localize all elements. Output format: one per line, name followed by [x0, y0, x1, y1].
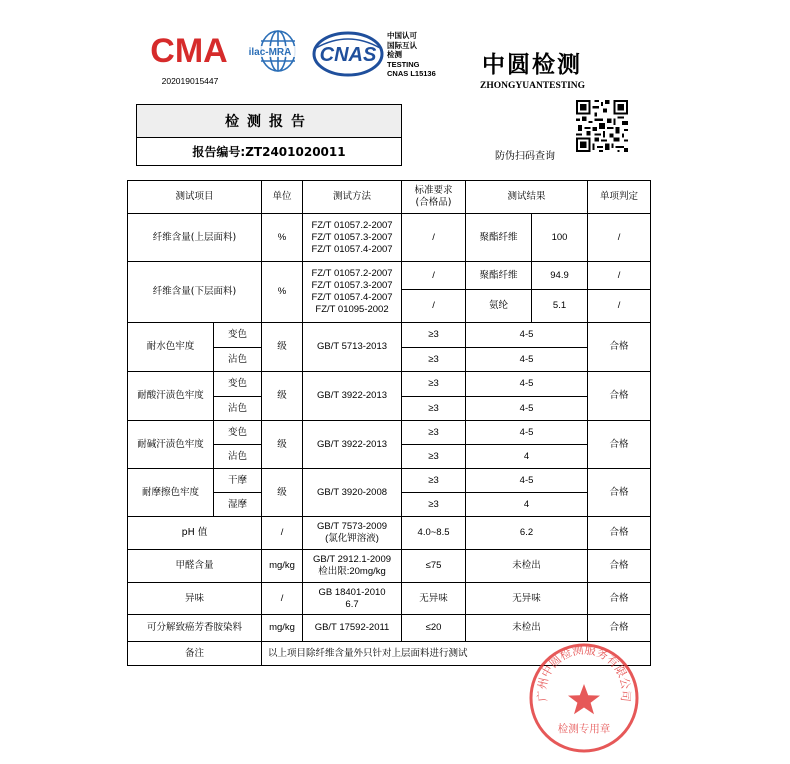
cnas-line: 国际互认	[387, 40, 417, 50]
standard-cell: ≥3	[402, 421, 466, 445]
fiber-name-cell: 聚酯纤维	[466, 214, 532, 262]
standard-cell: ≥3	[402, 493, 466, 517]
standard-cell: /	[402, 214, 466, 262]
unit-cell: 级	[262, 323, 303, 372]
results-table	[127, 180, 651, 666]
verdict-cell: /	[588, 290, 651, 323]
result-cell: 4-5	[466, 323, 588, 348]
result-cell: 4	[466, 493, 588, 517]
verdict-cell: /	[588, 262, 651, 290]
header-unit: 单位	[262, 181, 303, 214]
standard-cell: ≥3	[402, 348, 466, 372]
standard-cell: ≤75	[402, 550, 466, 583]
verdict-cell: 合格	[588, 469, 651, 517]
table-row	[128, 469, 651, 493]
result-cell: 4	[466, 445, 588, 469]
unit-cell: 级	[262, 469, 303, 517]
cnas-logo	[308, 28, 386, 80]
verdict-cell: 合格	[588, 550, 651, 583]
fiber-value-cell: 94.9	[532, 262, 588, 290]
sub-item-cell: 沾色	[214, 397, 262, 421]
result-cell: 4-5	[466, 348, 588, 372]
unit-cell: mg/kg	[262, 550, 303, 583]
unit-cell: /	[262, 517, 303, 550]
item-water-fastness: 耐水色牢度	[128, 323, 214, 372]
result-cell: 未检出	[466, 615, 588, 642]
verdict-cell: 合格	[588, 421, 651, 469]
standard-cell: ≥3	[402, 469, 466, 493]
unit-cell: 级	[262, 372, 303, 421]
standard-cell: ≥3	[402, 445, 466, 469]
cnas-line: CNAS L15136	[387, 69, 436, 79]
sub-item-cell: 湿摩	[214, 493, 262, 517]
standard-cell: 4.0~8.5	[402, 517, 466, 550]
report-number-value: ZT2401020011	[245, 144, 346, 159]
table-row	[128, 421, 651, 445]
method-cell	[303, 262, 402, 323]
report-title-box	[136, 104, 402, 166]
standard-cell: ≤20	[402, 615, 466, 642]
note-label: 备注	[128, 642, 262, 666]
stamp-center-text: 检测专用章	[557, 723, 611, 735]
table-row	[128, 214, 651, 262]
item-odor: 异味	[128, 583, 262, 615]
unit-cell: 级	[262, 421, 303, 469]
report-title: 检测报告	[137, 105, 401, 138]
unit-cell: /	[262, 583, 303, 615]
method-cell: GB/T 17592-2011	[303, 615, 402, 642]
sub-item-cell: 沾色	[214, 348, 262, 372]
method-line: 6.7	[345, 598, 359, 610]
cma-logo-text: CMA	[150, 32, 228, 70]
standard-cell: ≥3	[402, 372, 466, 397]
result-cell: 6.2	[466, 517, 588, 550]
verdict-cell: 合格	[588, 583, 651, 615]
header-method: 测试方法	[303, 181, 402, 214]
cma-number: 202019015447	[161, 76, 219, 86]
table-row	[128, 615, 651, 642]
cma-logo	[150, 30, 228, 70]
method-line: FZ/T 01057.2-2007	[311, 268, 393, 279]
header-verdict: 单项判定	[588, 181, 651, 214]
stamp-arc-text: 广州中圆检测服务有限公司	[534, 642, 634, 703]
result-cell: 4-5	[466, 421, 588, 445]
report-number-row	[137, 138, 401, 165]
verify-scan-label: 防伪扫码查询	[495, 151, 555, 162]
header-standard-line: (合格品)	[415, 197, 452, 208]
item-ph: pH 值	[128, 517, 262, 550]
item-fiber-upper: 纤维含量(上层面料)	[128, 214, 262, 262]
method-cell	[303, 214, 402, 262]
result-cell: 无异味	[466, 583, 588, 615]
unit-cell: %	[262, 214, 303, 262]
sub-item-cell: 变色	[214, 323, 262, 348]
method-cell	[303, 583, 402, 615]
unit-cell: mg/kg	[262, 615, 303, 642]
verdict-cell: 合格	[588, 323, 651, 372]
cnas-line: TESTING	[387, 59, 420, 69]
qr-code-icon[interactable]	[576, 100, 628, 152]
method-line: GB/T 7573-2009	[316, 521, 388, 532]
table-row	[128, 517, 651, 550]
table-row	[128, 262, 651, 290]
header-item: 测试项目	[128, 181, 262, 214]
company-name: 中圆检测	[482, 51, 582, 78]
note-text: 以上项目除纤维含量外只针对上层面料进行测试	[262, 642, 651, 666]
method-cell: GB/T 5713-2013	[303, 323, 402, 372]
method-cell: GB/T 3922-2013	[303, 421, 402, 469]
ilac-logo-text: ilac-MRA	[248, 47, 292, 58]
standard-cell: /	[402, 262, 466, 290]
method-line: FZ/T 01057.2-2007	[311, 219, 393, 231]
fiber-name-cell: 聚酯纤维	[466, 262, 532, 290]
method-cell: GB/T 3922-2013	[303, 372, 402, 421]
header-result: 测试结果	[466, 181, 588, 214]
sub-item-cell: 沾色	[214, 445, 262, 469]
sub-item-cell: 变色	[214, 372, 262, 397]
cnas-line: 中国认可	[387, 31, 417, 40]
company-subtitle: ZHONGYUANTESTING	[480, 81, 586, 91]
sub-item-cell: 干摩	[214, 469, 262, 493]
result-cell: 4-5	[466, 372, 588, 397]
cnas-accreditation-text	[387, 31, 436, 79]
method-line: GB/T 2912.1-2009	[313, 554, 392, 565]
method-cell	[303, 550, 402, 583]
fiber-name-cell: 氨纶	[466, 290, 532, 323]
verdict-cell: 合格	[588, 517, 651, 550]
inspection-stamp	[528, 642, 640, 754]
method-line: GB 18401-2010	[318, 586, 386, 598]
method-cell	[303, 517, 402, 550]
item-fiber-lower: 纤维含量(下层面料)	[128, 262, 262, 323]
fiber-value-cell: 5.1	[532, 290, 588, 323]
standard-cell: /	[402, 290, 466, 323]
ilac-mra-logo	[238, 26, 304, 76]
method-line: (氯化钾溶液)	[325, 533, 379, 544]
cnas-logo-text: CNAS	[319, 44, 377, 66]
result-cell: 4-5	[466, 469, 588, 493]
cnas-line: 检测	[387, 50, 402, 60]
header-standard-line: 标准要求	[414, 185, 453, 196]
verdict-cell: 合格	[588, 372, 651, 421]
method-line: 检出限:20mg/kg	[318, 566, 386, 577]
fiber-value-cell: 100	[532, 214, 588, 262]
result-cell: 未检出	[466, 550, 588, 583]
method-line: FZ/T 01057.3-2007	[311, 231, 393, 243]
sub-item-cell: 变色	[214, 421, 262, 445]
item-acid-perspiration-fastness: 耐酸汗渍色牢度	[128, 372, 214, 421]
table-row	[128, 372, 651, 397]
item-alkali-perspiration-fastness: 耐碱汗渍色牢度	[128, 421, 214, 469]
method-cell: GB/T 3920-2008	[303, 469, 402, 517]
item-rubbing-fastness: 耐摩擦色牢度	[128, 469, 214, 517]
verdict-cell: 合格	[588, 615, 651, 642]
result-cell: 4-5	[466, 397, 588, 421]
table-row	[128, 550, 651, 583]
unit-cell: %	[262, 262, 303, 323]
item-azo-dyes: 可分解致癌芳香胺染料	[128, 615, 262, 642]
item-formaldehyde: 甲醛含量	[128, 550, 262, 583]
method-line: FZ/T 01095-2002	[315, 304, 389, 315]
verdict-cell: /	[588, 214, 651, 262]
table-row	[128, 323, 651, 348]
standard-cell: 无异味	[402, 583, 466, 615]
header-standard	[402, 181, 466, 214]
method-line: FZ/T 01057.4-2007	[311, 243, 393, 255]
report-number-label: 报告编号:	[192, 145, 246, 159]
method-line: FZ/T 01057.4-2007	[311, 292, 393, 303]
standard-cell: ≥3	[402, 397, 466, 421]
method-line: FZ/T 01057.3-2007	[311, 280, 393, 291]
standard-cell: ≥3	[402, 323, 466, 348]
table-row	[128, 583, 651, 615]
star-icon	[568, 684, 600, 714]
table-header-row	[128, 181, 651, 214]
